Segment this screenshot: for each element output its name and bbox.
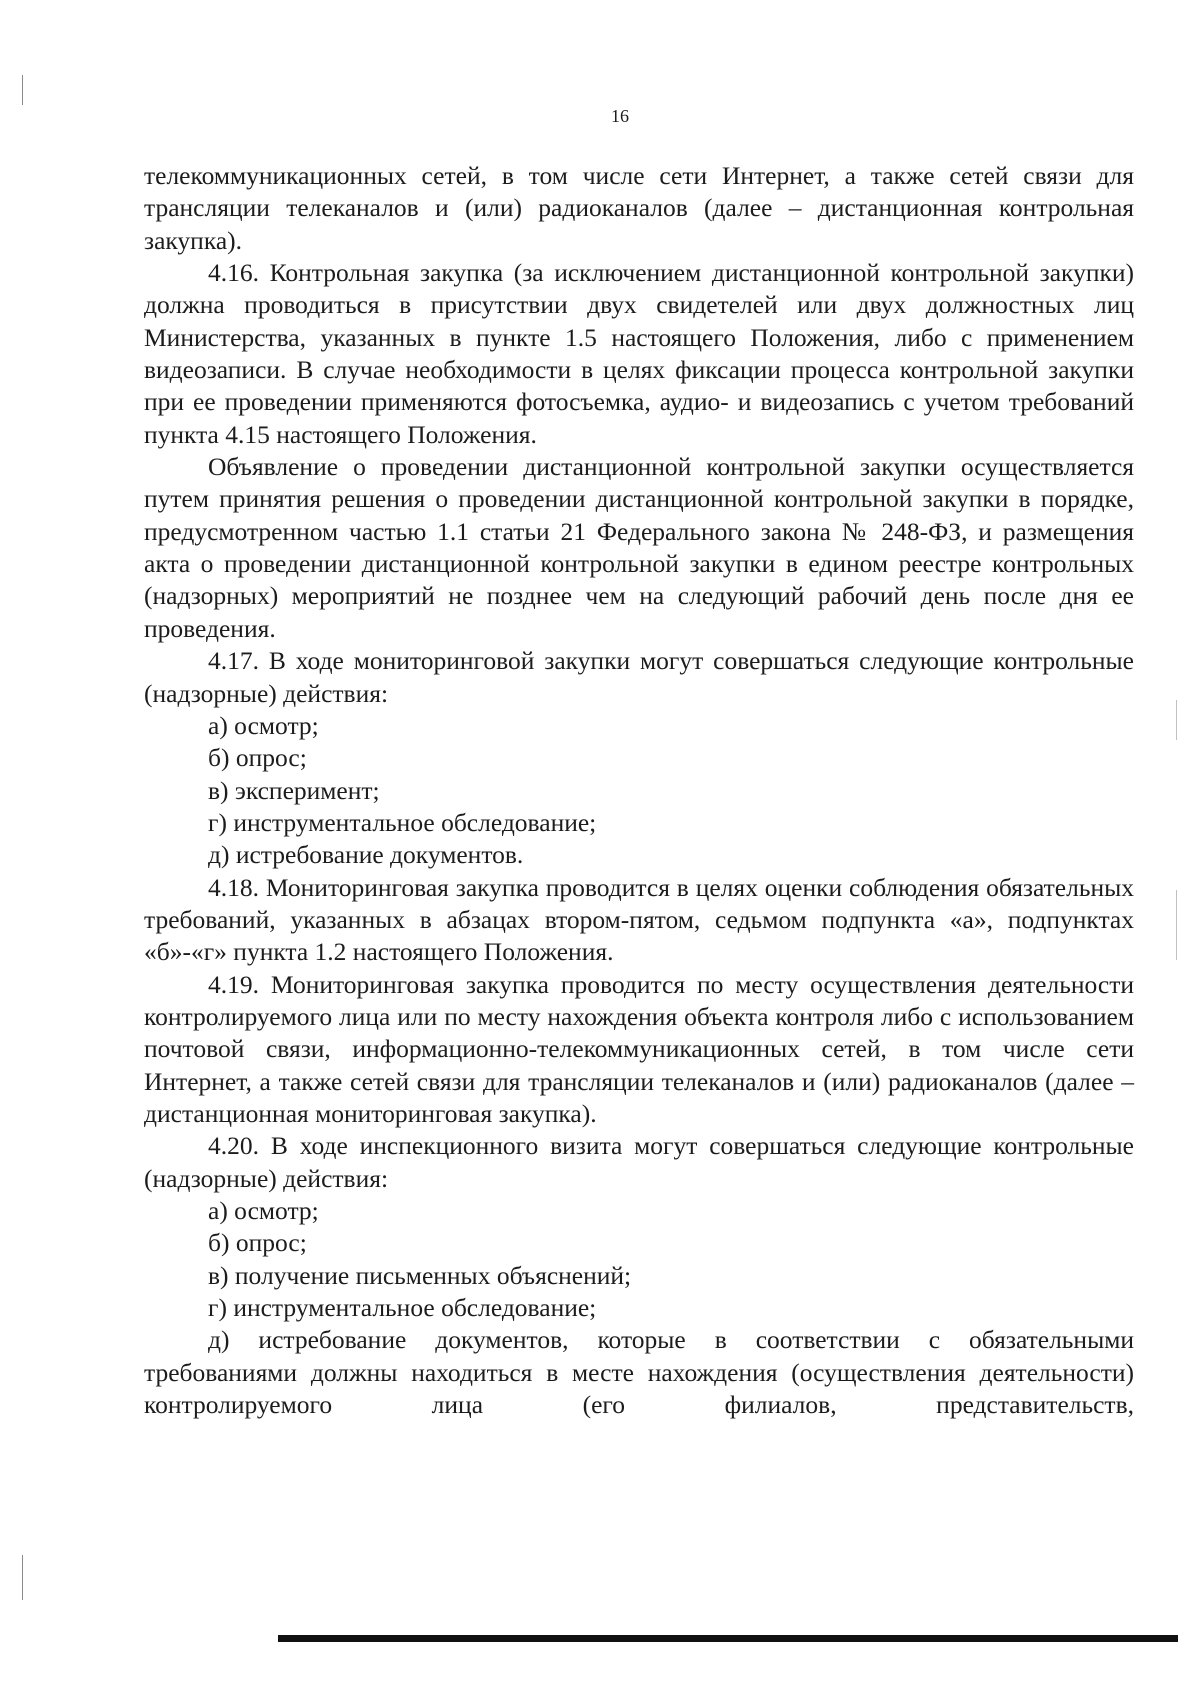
scan-mark xyxy=(1176,700,1177,740)
list-item: г) инструментальное обследование; xyxy=(208,1293,597,1323)
list-item: д) истребование документов. xyxy=(208,840,524,870)
paragraph: 4.19. Мониторинговая закупка проводится по месту осуществления деятельности контролируемого лица или по месту нахождения объекта контроля либо с использованием почтовой связи, информационно-телекоммуникационных сетей, в том числе сети Интернет, а также сетей связи для трансляции телеканалов и (или) радиоканалов (далее – дистанционная мониторинговая закупка). xyxy=(144,969,1134,1128)
scan-mark xyxy=(1176,890,1177,960)
paragraph: 4.20. В ходе инспекционного визита могут совершаться следующие контрольные (надзорные) действия: xyxy=(144,1131,1134,1193)
list-item: в) эксперимент; xyxy=(208,775,380,805)
document-body xyxy=(144,160,1134,1421)
page-number: 16 xyxy=(611,106,629,126)
scan-mark xyxy=(22,1555,23,1600)
scan-edge-line xyxy=(278,1635,1178,1642)
list-item: а) осмотр; xyxy=(208,1196,319,1225)
paragraph: 4.18. Мониторинговая закупка проводится в целях оценки соблюдения обязательных требований, указанных в абзацах втором-пятом, седьмом подпункта «а», подпунктах «б»-«г» пункта 1.2 настоящего Положения. xyxy=(144,872,1134,967)
scan-mark xyxy=(22,75,23,105)
paragraph: 4.16. Контрольная закупка (за исключением дистанционной контрольной закупки) должна проводиться в присутствии двух свидетелей или двух должностных лиц Министерства, указанных в пункте 1.5 настоящего Положения, либо с применением видеозаписи. В случае необходимости в целях фиксации процесса контрольной закупки при ее проведении применяются фотосъемка, аудио- и видеозапись с учетом требований пункта 4.15 настоящего Положения. xyxy=(144,258,1134,449)
list-item: б) опрос; xyxy=(208,743,307,773)
list-item: в) получение письменных объяснений; xyxy=(208,1260,632,1290)
paragraph: телекоммуникационных сетей, в том числе сети Интернет, а также сетей связи для трансляции телеканалов и (или) радиоканалов (далее – дистанционная контрольная закупка). xyxy=(144,161,1134,255)
list-item: б) опрос; xyxy=(208,1228,307,1258)
paragraph: д) истребование документов, которые в соответствии с обязательными требованиями должны находиться в месте нахождения (осуществления деятельности) контролируемого лица (его филиалов, представительств, xyxy=(144,1325,1134,1420)
paragraph: 4.17. В ходе мониторинговой закупки могут совершаться следующие контрольные (надзорные) действия: xyxy=(144,646,1134,708)
list-item: г) инструментальное обследование; xyxy=(208,807,597,837)
list-item: а) осмотр; xyxy=(208,710,319,740)
paragraph: Объявление о проведении дистанционной контрольной закупки осуществляется путем принятия решения о проведении дистанционной контрольной закупки в порядке, предусмотренном частью 1.1 статьи 21 Федерального закона № 248-ФЗ, и размещения акта о проведении дистанционной контрольной закупки в едином реестре контрольных (надзорных) мероприятий не позднее чем на следующий рабочий день после дня ее проведения. xyxy=(144,452,1134,643)
